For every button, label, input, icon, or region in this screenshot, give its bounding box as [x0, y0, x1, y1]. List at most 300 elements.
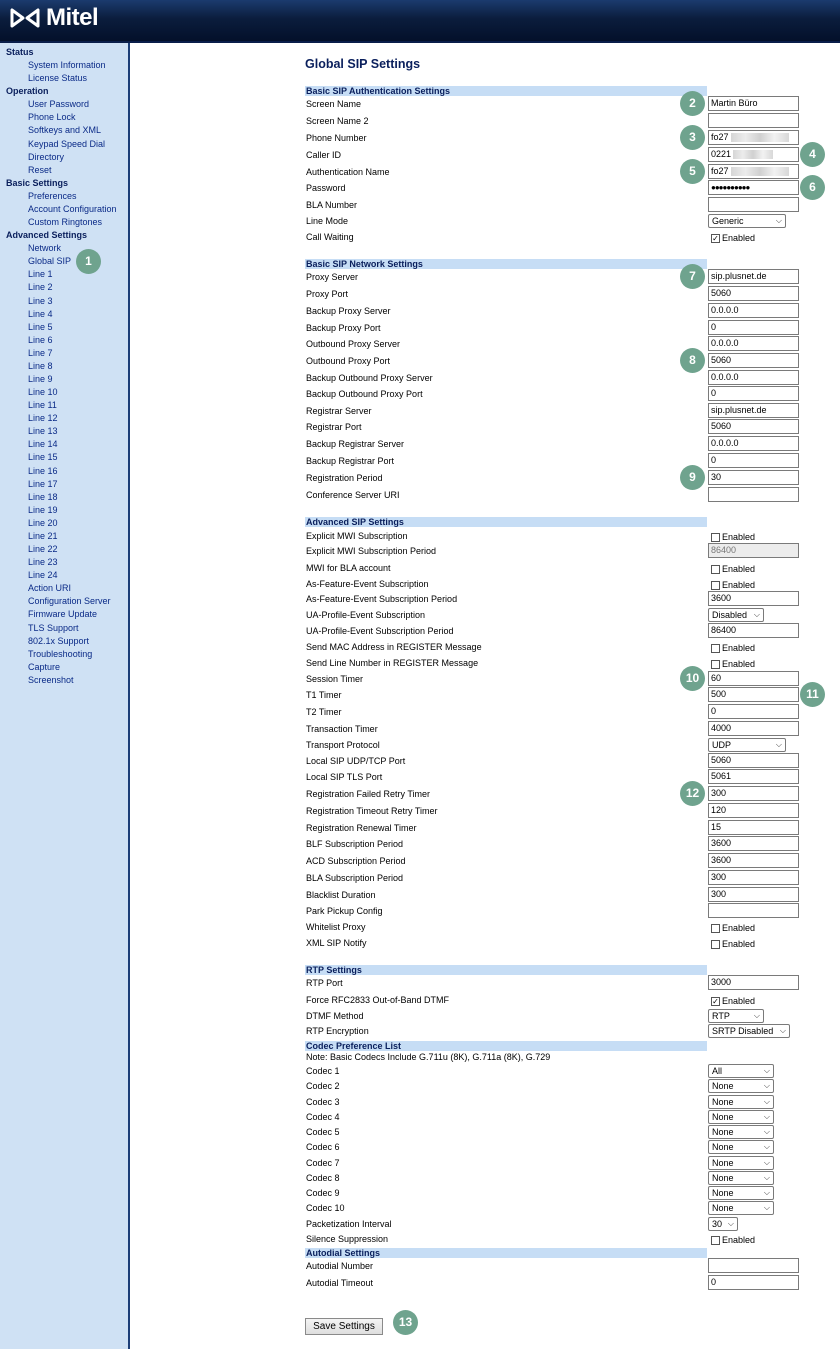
step-badge: 3: [680, 125, 705, 150]
xml-sip-notify-checkbox[interactable]: [711, 938, 755, 950]
ua-profile-event-subscription-select[interactable]: [708, 608, 764, 622]
explicit-mwi-subscription-checkbox[interactable]: [711, 531, 755, 543]
sidebar-item-firmware-update[interactable]: Firmware Update: [28, 609, 98, 620]
field-label-backup-proxy-server: Backup Proxy Server: [306, 306, 391, 316]
chevron-down-icon: ⌵: [727, 1219, 734, 1228]
field-value: fo27: [711, 166, 729, 176]
sidebar-item-account-configuration[interactable]: Account Configuration: [28, 203, 117, 214]
silence-suppression-checkbox[interactable]: [711, 1234, 755, 1246]
sidebar-item-line-12[interactable]: Line 12: [28, 413, 58, 424]
caller-id-field[interactable]: [708, 147, 799, 162]
password-field[interactable]: [708, 180, 799, 195]
send-mac-address-in-register-message-checkbox[interactable]: [711, 642, 755, 654]
select-value: None: [712, 1142, 734, 1152]
logo-text: Mitel: [46, 4, 99, 31]
park-pickup-config-field[interactable]: [708, 903, 799, 918]
field-label-as-feature-event-subscription: As-Feature-Event Subscription: [306, 579, 429, 589]
as-feature-event-subscription-period-field[interactable]: [708, 591, 799, 606]
sidebar-category-advanced-settings: Advanced Settings: [6, 230, 88, 241]
mitel-logo-icon: [10, 7, 40, 29]
t1-timer-field[interactable]: [708, 687, 799, 702]
sidebar-item-line-20[interactable]: Line 20: [28, 517, 58, 528]
redacted-blur: [731, 167, 789, 176]
chevron-down-icon: ⌵: [763, 1203, 770, 1212]
force-rfc2833-out-of-band-dtmf-checkbox[interactable]: [711, 995, 755, 1007]
field-label-local-sip-udp-tcp-port: Local SIP UDP/TCP Port: [306, 756, 406, 766]
checkbox-empty-icon[interactable]: [711, 940, 720, 949]
checkbox-empty-icon[interactable]: [711, 660, 720, 669]
line-mode-select[interactable]: [708, 214, 786, 228]
field-value: sip.plusnet.de: [711, 271, 767, 281]
codec-note: Note: Basic Codecs Include G.711u (8K), G.711a (8K), G.729: [306, 1052, 551, 1062]
page-title: Global SIP Settings: [305, 57, 421, 71]
sidebar-item-system-information[interactable]: System Information: [28, 60, 106, 71]
codec-10-select[interactable]: [708, 1201, 774, 1215]
sidebar-item-line-19[interactable]: Line 19: [28, 504, 58, 515]
packetization-interval-select[interactable]: [708, 1217, 738, 1231]
field-label-proxy-server: Proxy Server: [306, 272, 359, 282]
field-value: ●●●●●●●●●●: [711, 183, 750, 192]
sidebar-item-capture[interactable]: Capture: [28, 661, 61, 672]
sidebar-category-operation: Operation: [6, 86, 49, 97]
checkbox-label: Enabled: [722, 659, 756, 669]
field-label-phone-number: Phone Number: [306, 133, 367, 143]
session-timer-field[interactable]: [708, 671, 799, 686]
field-label-whitelist-proxy: Whitelist Proxy: [306, 922, 366, 932]
transport-protocol-select[interactable]: [708, 738, 786, 752]
codec-5-select[interactable]: [708, 1125, 774, 1139]
step-badge: 12: [680, 781, 705, 806]
step-badge: 1: [76, 249, 101, 274]
header-bar: [0, 0, 840, 43]
field-label-registration-period: Registration Period: [306, 473, 383, 483]
field-value: 120: [711, 805, 727, 815]
as-feature-event-subscription-checkbox[interactable]: [711, 579, 755, 591]
sidebar-item-license-status[interactable]: License Status: [28, 73, 88, 84]
save-settings-button[interactable]: Save Settings: [305, 1318, 383, 1335]
field-label-backup-registrar-port: Backup Registrar Port: [306, 456, 395, 466]
checkbox-label: Enabled: [722, 233, 756, 243]
backup-proxy-server-field[interactable]: [708, 303, 799, 318]
outbound-proxy-server-field[interactable]: [708, 336, 799, 351]
field-label-screen-name: Screen Name: [306, 99, 362, 109]
field-label-packetization-interval: Packetization Interval: [306, 1219, 392, 1229]
registrar-port-field[interactable]: [708, 419, 799, 434]
select-value: All: [712, 1066, 723, 1076]
field-value: 0.0.0.0: [711, 372, 739, 382]
field-label-acd-subscription-period: ACD Subscription Period: [306, 856, 406, 866]
backup-registrar-port-field[interactable]: [708, 453, 799, 468]
local-sip-tls-port-field[interactable]: [708, 769, 799, 784]
field-label-proxy-port: Proxy Port: [306, 289, 349, 299]
field-value: 5060: [711, 288, 732, 298]
sidebar-item-line-16[interactable]: Line 16: [28, 465, 58, 476]
chevron-down-icon: ⌵: [775, 216, 782, 225]
sidebar-item-line-6[interactable]: Line 6: [28, 334, 53, 345]
field-label-bla-subscription-period: BLA Subscription Period: [306, 873, 404, 883]
select-value: None: [712, 1081, 734, 1091]
field-label-screen-name-2: Screen Name 2: [306, 116, 369, 126]
field-value: 5060: [711, 421, 732, 431]
field-label-transport-protocol: Transport Protocol: [306, 740, 380, 750]
field-value: sip.plusnet.de: [711, 405, 767, 415]
codec-6-select[interactable]: [708, 1140, 774, 1154]
checkbox-checked-icon[interactable]: ✓: [712, 996, 719, 1006]
sidebar-item-line-1[interactable]: Line 1: [28, 269, 53, 280]
field-label-bla-number: BLA Number: [306, 200, 358, 210]
field-label-codec-3: Codec 3: [306, 1097, 340, 1107]
field-label-t2-timer: T2 Timer: [306, 707, 342, 717]
field-value: 3000: [711, 977, 732, 987]
sidebar-item-custom-ringtones[interactable]: Custom Ringtones: [28, 217, 103, 228]
field-label-send-mac-address-in-register-message: Send MAC Address in REGISTER Message: [306, 642, 482, 652]
field-label-password: Password: [306, 183, 346, 193]
sidebar-item-line-7[interactable]: Line 7: [28, 347, 53, 358]
checkbox-empty-icon[interactable]: [711, 565, 720, 574]
step-badge: 13: [393, 1310, 418, 1335]
field-value: 60: [711, 673, 722, 683]
field-value: 5061: [711, 771, 732, 781]
blf-subscription-period-field[interactable]: [708, 836, 799, 851]
field-value: fo27: [711, 132, 729, 142]
redacted-blur: [733, 150, 773, 159]
chevron-down-icon: ⌵: [763, 1097, 770, 1106]
step-badge: 2: [680, 91, 705, 116]
field-value: 4000: [711, 723, 732, 733]
field-label-park-pickup-config: Park Pickup Config: [306, 906, 383, 916]
select-value: None: [712, 1188, 734, 1198]
section-header-bar: [305, 965, 707, 975]
field-label-t1-timer: T1 Timer: [306, 690, 342, 700]
step-badge: 7: [680, 264, 705, 289]
field-label-autodial-timeout: Autodial Timeout: [306, 1278, 374, 1288]
chevron-down-icon: ⌵: [779, 1026, 786, 1035]
field-value: 0: [711, 388, 717, 398]
field-value: 0.0.0.0: [711, 338, 739, 348]
whitelist-proxy-checkbox[interactable]: [711, 922, 755, 934]
chevron-down-icon: ⌵: [753, 610, 760, 619]
field-label-dtmf-method: DTMF Method: [306, 1011, 364, 1021]
section-title: RTP Settings: [306, 965, 362, 975]
field-label-autodial-number: Autodial Number: [306, 1261, 374, 1271]
field-label-rtp-encryption: RTP Encryption: [306, 1026, 369, 1036]
backup-proxy-port-field[interactable]: [708, 320, 799, 335]
field-label-codec-1: Codec 1: [306, 1066, 340, 1076]
step-badge: 9: [680, 465, 705, 490]
outbound-proxy-port-field[interactable]: [708, 353, 799, 368]
checkbox-label: Enabled: [722, 923, 756, 933]
redacted-blur: [731, 133, 789, 142]
field-label-codec-9: Codec 9: [306, 1188, 340, 1198]
codec-7-select[interactable]: [708, 1156, 774, 1170]
field-label-blf-subscription-period: BLF Subscription Period: [306, 839, 404, 849]
field-label-backup-outbound-proxy-port: Backup Outbound Proxy Port: [306, 389, 423, 399]
field-value: 0.0.0.0: [711, 438, 739, 448]
bla-subscription-period-field[interactable]: [708, 870, 799, 885]
step-badge: 4: [800, 142, 825, 167]
authentication-name-field[interactable]: [708, 164, 799, 179]
field-value: 86400: [711, 545, 737, 555]
send-line-number-in-register-message-checkbox[interactable]: [711, 658, 755, 670]
field-label-local-sip-tls-port: Local SIP TLS Port: [306, 772, 383, 782]
checkbox-empty-icon[interactable]: [711, 533, 720, 542]
checkbox-label: Enabled: [722, 996, 756, 1006]
blacklist-duration-field[interactable]: [708, 887, 799, 902]
sidebar-item-configuration-server[interactable]: Configuration Server: [28, 596, 111, 607]
registration-renewal-timer-field[interactable]: [708, 820, 799, 835]
checkbox-empty-icon[interactable]: [711, 644, 720, 653]
registration-failed-retry-timer-field[interactable]: [708, 786, 799, 801]
sidebar-item-network[interactable]: Network: [28, 243, 62, 254]
field-label-outbound-proxy-port: Outbound Proxy Port: [306, 356, 391, 366]
field-value: 300: [711, 788, 727, 798]
field-value: 3600: [711, 593, 732, 603]
field-label-silence-suppression: Silence Suppression: [306, 1234, 389, 1244]
rtp-encryption-select[interactable]: [708, 1024, 790, 1038]
checkbox-checked-icon[interactable]: ✓: [712, 233, 719, 243]
field-label-backup-proxy-port: Backup Proxy Port: [306, 323, 381, 333]
select-value: None: [712, 1158, 734, 1168]
codec-4-select[interactable]: [708, 1110, 774, 1124]
sidebar-item-line-22[interactable]: Line 22: [28, 544, 58, 555]
proxy-server-field[interactable]: [708, 269, 799, 284]
checkbox-label: Enabled: [722, 1235, 756, 1245]
field-label-backup-registrar-server: Backup Registrar Server: [306, 439, 405, 449]
section-title: Advanced SIP Settings: [306, 517, 404, 527]
sidebar-item-reset[interactable]: Reset: [28, 164, 52, 175]
rtp-port-field[interactable]: [708, 975, 799, 990]
sidebar-item-phone-lock[interactable]: Phone Lock: [28, 112, 76, 123]
field-label-caller-id: Caller ID: [306, 150, 342, 160]
select-value: RTP: [712, 1011, 730, 1021]
backup-registrar-server-field[interactable]: [708, 436, 799, 451]
chevron-down-icon: ⌵: [763, 1158, 770, 1167]
chevron-down-icon: ⌵: [775, 740, 782, 749]
field-label-session-timer: Session Timer: [306, 674, 364, 684]
transaction-timer-field[interactable]: [708, 721, 799, 736]
sidebar-item-line-24[interactable]: Line 24: [28, 570, 58, 581]
sidebar-item-line-23[interactable]: Line 23: [28, 557, 58, 568]
section-title: Codec Preference List: [306, 1041, 402, 1051]
section-title: Basic SIP Authentication Settings: [306, 86, 451, 96]
step-badge: 8: [680, 348, 705, 373]
sidebar-item-directory[interactable]: Directory: [28, 151, 65, 162]
sidebar-item-preferences[interactable]: Preferences: [28, 190, 77, 201]
chevron-down-icon: ⌵: [763, 1066, 770, 1075]
sidebar-nav: [0, 43, 130, 1349]
backup-outbound-proxy-port-field[interactable]: [708, 386, 799, 401]
chevron-down-icon: ⌵: [763, 1142, 770, 1151]
select-value: None: [712, 1173, 734, 1183]
field-value: Martin Büro: [711, 98, 758, 108]
section-title: Basic SIP Network Settings: [306, 259, 423, 269]
sidebar-item-softkeys-and-xml[interactable]: Softkeys and XML: [28, 125, 102, 136]
call-waiting-checkbox[interactable]: [711, 232, 755, 244]
sidebar-category-status: Status: [6, 47, 34, 57]
field-label-codec-10: Codec 10: [306, 1203, 345, 1213]
field-value: 300: [711, 872, 727, 882]
backup-outbound-proxy-server-field[interactable]: [708, 370, 799, 385]
phone-number-field[interactable]: [708, 130, 799, 145]
codec-2-select[interactable]: [708, 1079, 774, 1093]
field-label-ua-profile-event-subscription-period: UA-Profile-Event Subscription Period: [306, 626, 454, 636]
sidebar-item-line-11[interactable]: Line 11: [28, 400, 57, 411]
proxy-port-field[interactable]: [708, 286, 799, 301]
checkbox-label: Enabled: [722, 580, 756, 590]
sidebar-item-802-1x-support[interactable]: 802.1x Support: [28, 635, 90, 646]
sidebar-item-line-2[interactable]: Line 2: [28, 282, 53, 293]
checkbox-empty-icon[interactable]: [711, 581, 720, 590]
chevron-down-icon: ⌵: [763, 1127, 770, 1136]
codec-9-select[interactable]: [708, 1186, 774, 1200]
sidebar-item-line-15[interactable]: Line 15: [28, 452, 58, 463]
sidebar-item-user-password[interactable]: User Password: [28, 99, 90, 110]
checkbox-label: Enabled: [722, 643, 756, 653]
field-value: 0: [711, 322, 717, 332]
screen-name-2-field[interactable]: [708, 113, 799, 128]
field-value: 500: [711, 689, 727, 699]
field-value: 0: [711, 1277, 717, 1287]
sidebar-item-tls-support[interactable]: TLS Support: [28, 622, 79, 633]
select-value: None: [712, 1112, 734, 1122]
field-label-backup-outbound-proxy-server: Backup Outbound Proxy Server: [306, 373, 433, 383]
checkbox-empty-icon[interactable]: [711, 1236, 720, 1245]
field-value: 0.0.0.0: [711, 305, 739, 315]
field-label-blacklist-duration: Blacklist Duration: [306, 890, 376, 900]
field-label-authentication-name: Authentication Name: [306, 167, 390, 177]
select-value: None: [712, 1097, 734, 1107]
checkbox-empty-icon[interactable]: [711, 924, 720, 933]
field-label-codec-8: Codec 8: [306, 1173, 340, 1183]
field-value: 5060: [711, 755, 732, 765]
dtmf-method-select[interactable]: [708, 1009, 764, 1023]
bla-number-field[interactable]: [708, 197, 799, 212]
local-sip-udp-tcp-port-field[interactable]: [708, 753, 799, 768]
field-label-registration-timeout-retry-timer: Registration Timeout Retry Timer: [306, 806, 438, 816]
select-value: SRTP Disabled: [712, 1026, 774, 1036]
field-label-force-rfc2833-out-of-band-dtmf: Force RFC2833 Out-of-Band DTMF: [306, 995, 450, 1005]
checkbox-label: Enabled: [722, 564, 756, 574]
sidebar-item-line-21[interactable]: Line 21: [28, 530, 58, 541]
field-label-outbound-proxy-server: Outbound Proxy Server: [306, 339, 401, 349]
checkbox-label: Enabled: [722, 532, 756, 542]
field-value: 0221: [711, 149, 732, 159]
field-value: 300: [711, 889, 727, 899]
step-badge: 10: [680, 666, 705, 691]
sidebar-item-line-10[interactable]: Line 10: [28, 387, 58, 398]
sidebar-item-troubleshooting[interactable]: Troubleshooting: [28, 648, 93, 659]
chevron-down-icon: ⌵: [763, 1173, 770, 1182]
logo: [10, 3, 98, 33]
field-label-xml-sip-notify: XML SIP Notify: [306, 938, 367, 948]
field-label-explicit-mwi-subscription: Explicit MWI Subscription: [306, 531, 408, 541]
sidebar-item-screenshot[interactable]: Screenshot: [28, 674, 74, 685]
acd-subscription-period-field[interactable]: [708, 853, 799, 868]
field-label-conference-server-uri: Conference Server URI: [306, 490, 400, 500]
field-value: 3600: [711, 855, 732, 865]
autodial-timeout-field[interactable]: [708, 1275, 799, 1290]
field-value: 0: [711, 706, 717, 716]
sidebar-item-line-4[interactable]: Line 4: [28, 308, 53, 319]
registrar-server-field[interactable]: [708, 403, 799, 418]
chevron-down-icon: ⌵: [753, 1011, 760, 1020]
field-label-explicit-mwi-subscription-period: Explicit MWI Subscription Period: [306, 546, 437, 556]
codec-8-select[interactable]: [708, 1171, 774, 1185]
conference-server-uri-field[interactable]: [708, 487, 799, 502]
select-value: None: [712, 1203, 734, 1213]
chevron-down-icon: ⌵: [763, 1081, 770, 1090]
t2-timer-field[interactable]: [708, 704, 799, 719]
field-label-rtp-port: RTP Port: [306, 978, 343, 988]
autodial-number-field[interactable]: [708, 1258, 799, 1273]
field-label-codec-7: Codec 7: [306, 1158, 340, 1168]
field-label-codec-6: Codec 6: [306, 1142, 340, 1152]
step-badge: 5: [680, 159, 705, 184]
checkbox-label: Enabled: [722, 939, 756, 949]
ua-profile-event-subscription-period-field[interactable]: [708, 623, 799, 638]
field-value: 86400: [711, 625, 737, 635]
select-value: UDP: [712, 740, 732, 750]
codec-1-select[interactable]: [708, 1064, 774, 1078]
sidebar-item-global-sip[interactable]: Global SIP: [28, 256, 72, 267]
field-value: 30: [711, 472, 722, 482]
field-label-registration-failed-retry-timer: Registration Failed Retry Timer: [306, 789, 431, 799]
sidebar-item-line-14[interactable]: Line 14: [28, 439, 58, 450]
step-badge: 11: [800, 682, 825, 707]
field-label-mwi-for-bla-account: MWI for BLA account: [306, 563, 391, 573]
field-value: 15: [711, 822, 722, 832]
field-label-codec-4: Codec 4: [306, 1112, 340, 1122]
field-label-registration-renewal-timer: Registration Renewal Timer: [306, 823, 417, 833]
screen-name-field[interactable]: [708, 96, 799, 111]
field-label-codec-2: Codec 2: [306, 1081, 340, 1091]
field-label-transaction-timer: Transaction Timer: [306, 724, 378, 734]
registration-timeout-retry-timer-field[interactable]: [708, 803, 799, 818]
sidebar-item-action-uri[interactable]: Action URI: [28, 583, 72, 594]
select-value: 30: [712, 1219, 723, 1229]
select-value: None: [712, 1127, 734, 1137]
field-label-call-waiting: Call Waiting: [306, 232, 354, 242]
sidebar-item-line-13[interactable]: Line 13: [28, 426, 58, 437]
chevron-down-icon: ⌵: [763, 1188, 770, 1197]
sidebar-item-line-8[interactable]: Line 8: [28, 360, 53, 371]
field-label-codec-5: Codec 5: [306, 1127, 340, 1137]
registration-period-field[interactable]: [708, 470, 799, 485]
field-label-ua-profile-event-subscription: UA-Profile-Event Subscription: [306, 610, 426, 620]
field-label-send-line-number-in-register-message: Send Line Number in REGISTER Message: [306, 658, 479, 668]
mwi-for-bla-account-checkbox[interactable]: [711, 563, 755, 575]
field-label-as-feature-event-subscription-period: As-Feature-Event Subscription Period: [306, 594, 458, 604]
field-label-registrar-port: Registrar Port: [306, 422, 362, 432]
field-value: 5060: [711, 355, 732, 365]
sidebar-item-line-9[interactable]: Line 9: [28, 374, 53, 384]
sidebar-item-line-18[interactable]: Line 18: [28, 491, 58, 502]
sidebar-item-line-5[interactable]: Line 5: [28, 321, 53, 332]
step-badge: 6: [800, 175, 825, 200]
chevron-down-icon: ⌵: [763, 1112, 770, 1121]
field-value: 0: [711, 455, 717, 465]
sidebar-category-basic-settings: Basic Settings: [6, 177, 69, 188]
sidebar-item-line-3[interactable]: Line 3: [28, 295, 53, 306]
codec-3-select[interactable]: [708, 1095, 774, 1109]
select-value: Generic: [712, 216, 744, 226]
field-label-line-mode: Line Mode: [306, 216, 349, 226]
explicit-mwi-subscription-period-field[interactable]: [708, 543, 799, 558]
sidebar-item-keypad-speed-dial[interactable]: Keypad Speed Dial: [28, 138, 106, 149]
field-value: 3600: [711, 838, 732, 848]
select-value: Disabled: [712, 610, 748, 620]
sidebar-item-line-17[interactable]: Line 17: [28, 478, 58, 489]
